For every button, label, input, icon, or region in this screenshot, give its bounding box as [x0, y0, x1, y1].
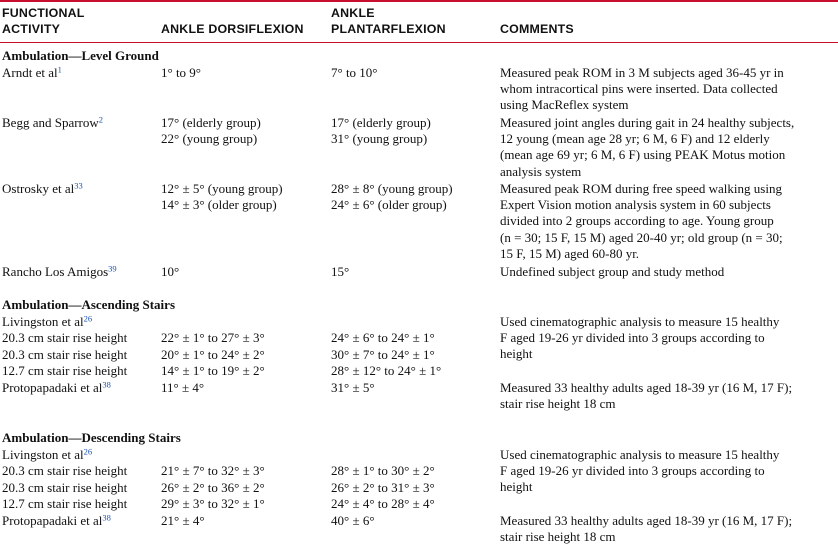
row-plantarflexion: 7° to 10°: [331, 65, 378, 80]
row-activity: Livingston et $al^{26}$: [2, 446, 93, 462]
row-plantarflexion: 17° (elderly group) 31° (young group): [331, 115, 431, 147]
header-ankle: ANKLE: [331, 6, 375, 20]
row-comment: Measured 33 healthy adults aged 18-39 yr (16 M, 17 F); stair rise height 18 cm: [500, 513, 793, 545]
row-dorsiflexion: 26° ± 2° to 36° ± 2°: [161, 480, 265, 495]
header-comments: COMMENTS: [500, 22, 574, 36]
row-comment: Measured 33 healthy adults aged 18-39 yr (16 M, 17 F); stair rise height 18 cm: [500, 380, 793, 412]
header-activity: ACTIVITY: [2, 22, 61, 36]
header-functional: FUNCTIONAL: [2, 6, 85, 20]
row-activity: 12.7 cm stair rise height: [2, 496, 128, 511]
row-plantarflexion: 26° ± 2° to 31° ± 3°: [331, 480, 435, 495]
header-rule: [0, 42, 838, 43]
row-plantarflexion: 28° ± 1° to 30° ± 2°: [331, 463, 435, 478]
row-activity: Livingston et $al^{26}$: [2, 313, 93, 329]
row-comment: Used cinematographic analysis to measure 15 healthy F aged 19-26 yr divided into 3 groups according to height: [500, 447, 780, 495]
row-dorsiflexion: 11° ± 4°: [161, 380, 205, 395]
section-descending-stairs: Ambulation—Descending Stairs: [2, 430, 181, 445]
row-dorsiflexion: 29° ± 3° to 32° ± 1°: [161, 496, 265, 511]
row-dorsiflexion: 21° ± 4°: [161, 513, 205, 528]
section-ascending-stairs: Ambulation—Ascending Stairs: [2, 297, 175, 312]
row-dorsiflexion: 14° ± 1° to 19° ± 2°: [161, 363, 265, 378]
row-activity: Ostrosky et $al^{33}$: [2, 180, 83, 196]
row-comment: Measured peak ROM during free speed walking using Expert Vision motion analysis system in 60 subjects divided into 2 groups according to age. Young group (n = 30; 15 F, 15 M) aged 20-40 yr; old group (n = 30; 15 F, 15 M) aged 60-80 yr.: [500, 181, 783, 261]
section-level-ground: Ambulation—Level Ground: [2, 48, 159, 63]
row-activity: Protopapadaki et $al^{38}$: [2, 379, 111, 395]
header-dorsiflexion: ANKLE DORSIFLEXION: [161, 22, 304, 36]
row-dorsiflexion: 12° ± 5° (young group) 14° ± 3° (older group): [161, 181, 283, 213]
row-comment: Measured peak ROM in 3 M subjects aged 36-45 yr in whom intracortical pins were inserted. Data collected using MacReflex system: [500, 65, 784, 113]
row-comment: Used cinematographic analysis to measure 15 healthy F aged 19-26 yr divided into 3 groups according to height: [500, 314, 780, 362]
row-activity: 20.3 cm stair rise height: [2, 463, 128, 478]
row-plantarflexion: 31° ± 5°: [331, 380, 375, 395]
row-comment: Measured joint angles during gait in 24 healthy subjects, 12 young (mean age 28 yr; 6 M, 6 F) and 12 elderly (mean age 69 yr; 6 M, 6 F) using PEAK Motus motion analysis system: [500, 115, 795, 179]
row-activity: 20.3 cm stair rise height: [2, 480, 128, 495]
row-activity: Protopapadaki et $al^{38}$: [2, 512, 111, 528]
row-dorsiflexion: 21° ± 7° to 32° ± 3°: [161, 463, 265, 478]
row-activity: Rancho Los Amigos$^{39}$: [2, 263, 117, 279]
row-comment: Undefined subject group and study method: [500, 264, 725, 279]
row-dorsiflexion: 1° to 9°: [161, 65, 202, 80]
row-plantarflexion: 15°: [331, 264, 350, 279]
row-activity: 20.3 cm stair rise height: [2, 347, 128, 362]
header-plantarflexion: PLANTARFLEXION: [331, 22, 446, 36]
row-dorsiflexion: 10°: [161, 264, 180, 279]
row-activity: Arndt et $al^1$: [2, 64, 62, 80]
row-plantarflexion: 28° ± 8° (young group) 24° ± 6° (older group): [331, 181, 453, 213]
row-dorsiflexion: 17° (elderly group) 22° (young group): [161, 115, 261, 147]
row-activity: 12.7 cm stair rise height: [2, 363, 128, 378]
row-dorsiflexion: 22° ± 1° to 27° ± 3°: [161, 330, 265, 345]
row-plantarflexion: 28° ± 12° to 24° ± 1°: [331, 363, 442, 378]
row-plantarflexion: 24° ± 4° to 28° ± 4°: [331, 496, 435, 511]
row-activity: 20.3 cm stair rise height: [2, 330, 128, 345]
row-plantarflexion: 24° ± 6° to 24° ± 1°: [331, 330, 435, 345]
table-header: [0, 2, 838, 42]
row-plantarflexion: 40° ± 6°: [331, 513, 375, 528]
row-plantarflexion: 30° ± 7° to 24° ± 1°: [331, 347, 435, 362]
row-dorsiflexion: 20° ± 1° to 24° ± 2°: [161, 347, 265, 362]
row-activity: Begg and Sparrow$^2$: [2, 114, 104, 130]
